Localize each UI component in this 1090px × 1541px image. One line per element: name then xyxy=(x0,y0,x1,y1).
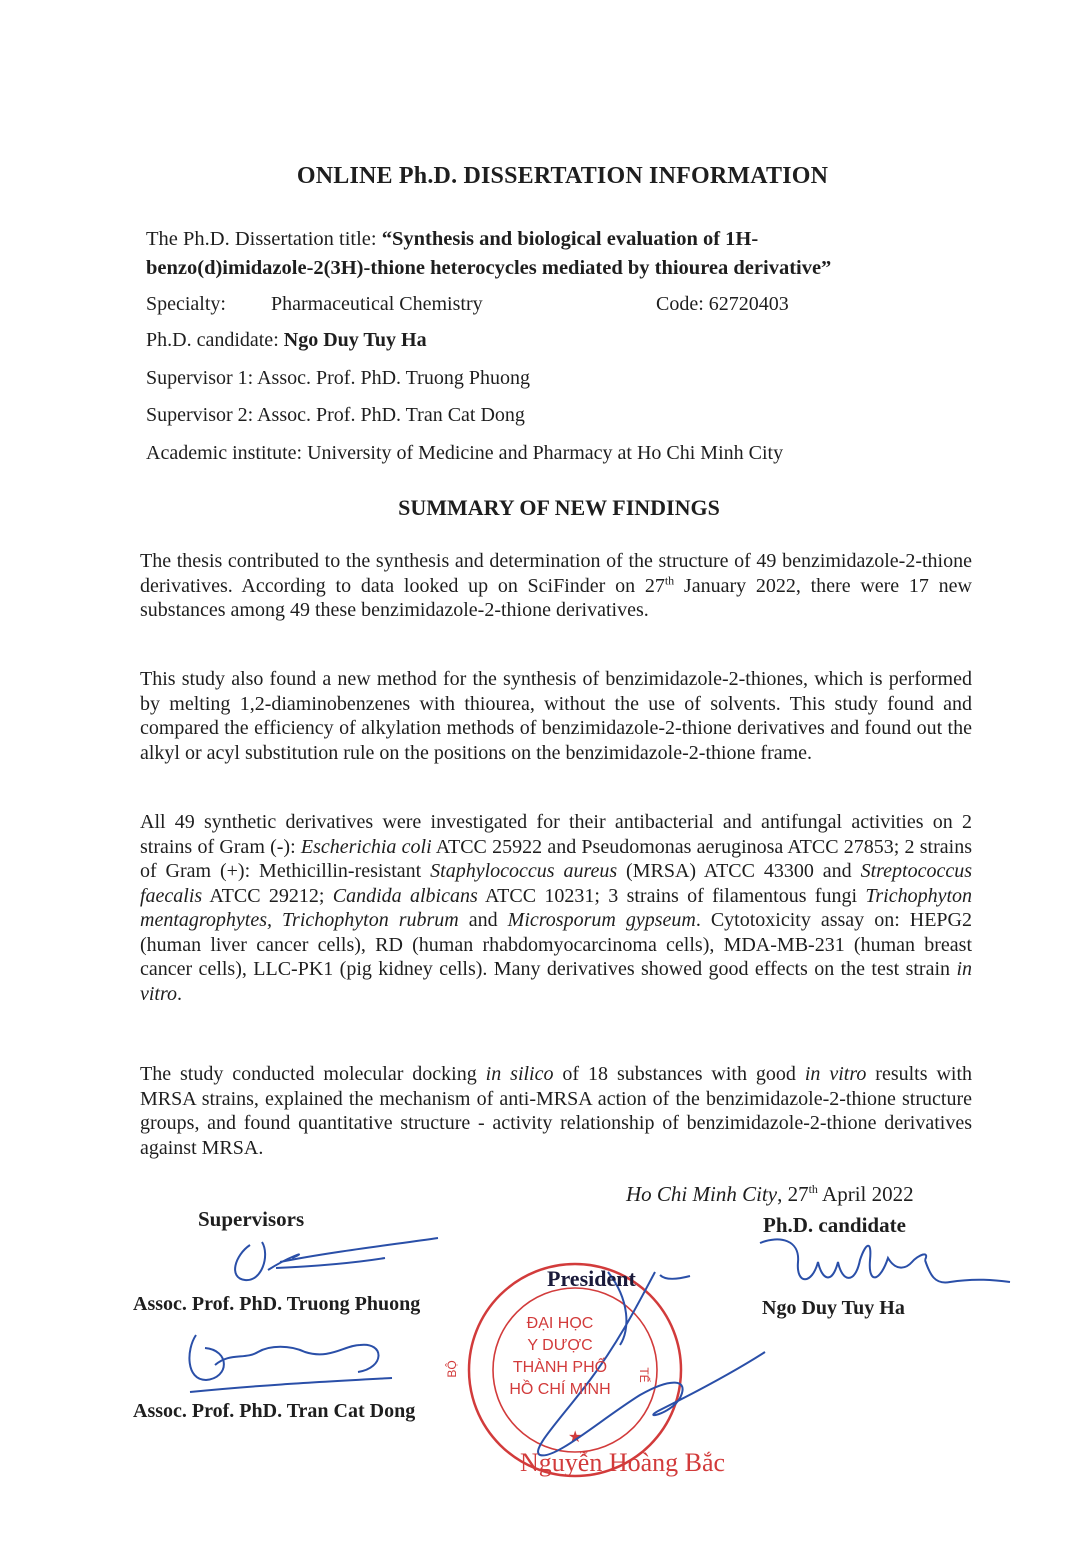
stamp-right-text: TẾ xyxy=(637,1367,651,1383)
p3-italic: Microsporum gypseum xyxy=(507,909,696,931)
stamp-left-text: BỘ xyxy=(445,1360,459,1378)
p3-italic: Streptococcus faecalis xyxy=(140,860,973,907)
p3-seg: ATCC 29212; xyxy=(202,884,333,907)
p3-seg: . xyxy=(177,982,183,1005)
supervisor2-signature xyxy=(189,1335,392,1392)
p4-seg: The study conducted molecular docking xyxy=(140,1063,486,1085)
supervisor2-row: Supervisor 2: Assoc. Prof. PhD. Tran Cat Dong xyxy=(146,404,525,426)
date-a: , 27 xyxy=(777,1182,809,1206)
candidate-heading: Ph.D. candidate xyxy=(763,1213,906,1237)
stamp-line-2: Y DƯỢC xyxy=(527,1337,593,1354)
candidate-label: Ph.D. candidate: xyxy=(146,329,284,351)
supervisors-heading: Supervisors xyxy=(198,1207,305,1231)
stamp-line-1: ĐẠI HỌC xyxy=(526,1315,594,1332)
p3-italic: in vitro xyxy=(140,958,972,1005)
p1-sup: th xyxy=(664,572,675,587)
p3-seg: (MRSA) ATCC 43300 and xyxy=(617,860,861,882)
page-heading: ONLINE Ph.D. DISSERTATION INFORMATION xyxy=(296,163,829,189)
dissertation-title-label: The Ph.D. Dissertation title: xyxy=(146,228,382,250)
candidate-name: Ngo Duy Tuy Ha xyxy=(283,329,427,351)
supervisor1-signature xyxy=(235,1238,438,1280)
p3-italic: Staphylococcus aureus xyxy=(430,860,618,882)
p1-text-b: January 2022, there were 17 new substances among 49 these benzimidazole-2-thione derivatives. xyxy=(140,574,972,621)
date-sup: th xyxy=(808,1182,818,1196)
dissertation-title-line2: benzo(d)imidazole-2(3H)-thione heterocycles mediated by thiourea derivative” xyxy=(146,257,832,279)
dissertation-title-line1: “Synthesis and biological evaluation of 1H- xyxy=(381,228,759,250)
p4-seg: results with MRSA strains, explained the mechanism of anti-MRSA action of the benzimidazole-2-thione structure groups, and found quantitative structure - activity relationship of benzimidazole-2-thione derivatives against MRSA. xyxy=(140,1063,973,1159)
stamp-line-4: HỒ CHÍ MINH xyxy=(509,1381,611,1398)
p3-italic: Escherichia coli xyxy=(300,835,432,858)
supervisor2-name: Assoc. Prof. PhD. Tran Cat Dong xyxy=(133,1400,416,1422)
p3-seg: All 49 synthetic derivatives were investigated for their antibacterial and antifungal activities on 2 strains of Gram (-): xyxy=(140,811,972,858)
p1-text-a: The thesis contributed to the synthesis and determination of the structure of 49 benzimidazole-2-thione derivatives. According to data looked up on SciFinder on 27 xyxy=(140,550,972,597)
p3-italic: Candida albicans xyxy=(332,884,478,907)
p3-seg: . Cytotoxicity assay on: HEPG2 (human liver cancer cells), RD (human rhabdomyocarcinoma cells), MDA-MB-231 (human breast cancer cells), LLC-PK1 (pig kidney cells). Many derivatives showed good effects on the test strain xyxy=(140,909,972,980)
supervisor1-row: Supervisor 1: Assoc. Prof. PhD. Truong Phuong xyxy=(146,367,530,389)
p3-seg: ATCC 25922 and Pseudomonas aeruginosa ATCC 27853; 2 strains of Gram (+): Methicillin-resistant xyxy=(140,835,972,882)
place: Ho Chi Minh City xyxy=(626,1182,778,1206)
president-name: Nguyễn Hoàng Bắc xyxy=(520,1448,726,1477)
supervisor1-name: Assoc. Prof. PhD. Truong Phuong xyxy=(133,1293,421,1315)
specialty-label: Specialty: xyxy=(146,293,226,315)
p4-seg: of 18 substances with good xyxy=(553,1063,805,1085)
stamp-line-3: THÀNH PHỐ xyxy=(512,1359,608,1376)
p3-seg: ATCC 10231; 3 strains of filamentous fungi xyxy=(477,884,866,907)
paragraph-2: This study also found a new method for the synthesis of benzimidazole-2-thiones, which is performed by melting 1,2-diaminobenzenes with thiourea, without the use of solvents. This study found and compared the efficiency of alkylation methods of benzimidazole-2-thione derivatives and found out the alkyl or acyl substitution rule on the positions on the benzimidazole-2-thione frame. xyxy=(140,668,972,764)
specialty-value: Pharmaceutical Chemistry xyxy=(271,293,483,315)
p3-italic: Trichophyton mentagrophytes, Trichophyton rubrum xyxy=(140,884,973,931)
p3-seg: and xyxy=(458,909,508,931)
specialty-code: Code: 62720403 xyxy=(656,293,789,315)
institute-row: Academic institute: University of Medicine and Pharmacy at Ho Chi Minh City xyxy=(146,442,784,464)
svg-text:★: ★ xyxy=(568,1427,583,1446)
summary-heading: SUMMARY OF NEW FINDINGS xyxy=(398,495,720,520)
candidate-signature xyxy=(760,1239,1010,1282)
president-label: President xyxy=(547,1266,636,1291)
p4-italic: in silico xyxy=(485,1063,554,1085)
candidate-signature-name: Ngo Duy Tuy Ha xyxy=(762,1297,905,1319)
date-b: April 2022 xyxy=(817,1182,914,1206)
p4-italic: in vitro xyxy=(804,1063,867,1085)
